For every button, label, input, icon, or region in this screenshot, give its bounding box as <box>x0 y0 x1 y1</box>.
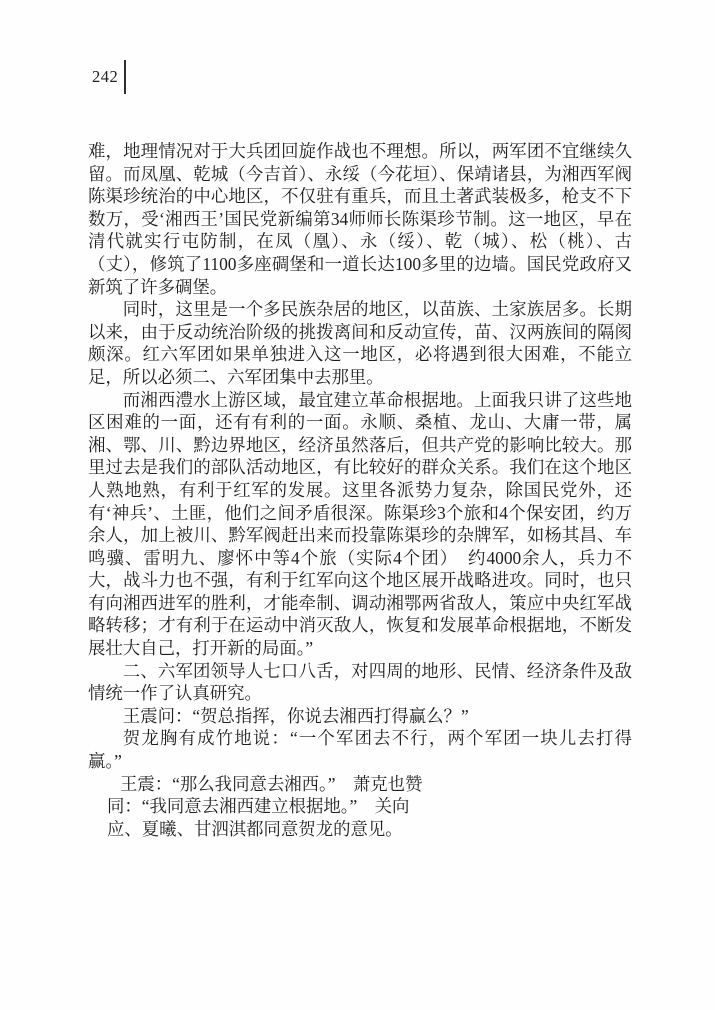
folio-divider-bar <box>124 60 126 94</box>
paragraph-dialogue: 王震问：“贺总指挥，你说去湘西打得赢么？” <box>122 705 469 726</box>
paragraph: 二、六军团领导人七口八舌，对四周的地形、民情、经济条件及敌情统一作了认真研究。 <box>88 660 632 704</box>
paragraph: 而湘西澧水上游区域，最宜建立革命根据地。上面我只讲了这些地区困难的一面，还有有利的一面。永顺、桑植、龙山、大庸一带，属湘、鄂、川、黔边界地区，经济虽然落后，但共产党的影响比较大。那里过去是我们的部队活动地区，有比较好的群众关系。我们在这个地区人熟地熟，有利于红军的发展。这里各派势力复杂，除国民党外，还有‘神兵’、土匪，他们之间矛盾很深。陈渠珍3个旅和4个保安团，约万余人，加上被川、黔军阀赶出来而投靠陈渠珍的杂牌军，如杨其昌、车鸣骥、雷明九、廖怀中等4个旅（实际4个团） 约4000余人，兵力不大，战斗力也不强，有利于红军向这个地区展开战略进攻。同时，也只有向湘西进军的胜利，才能牵制、调动湘鄂两省敌人，策应中央红军战略转移；才有利于在运动中消灭敌人，恢复和发展革命根据地，不断发展壮大自己，打开新的局面。” <box>88 389 632 659</box>
narrow-line: 应、夏曦、甘泗淇都同意贺龙的意见。 <box>107 818 403 839</box>
body-text-column <box>88 140 632 840</box>
page-number: 242 <box>92 67 119 86</box>
narrow-line: 王震：“那么我同意去湘西。” 萧克也赞 <box>120 773 423 794</box>
paragraph: 同时，这里是一个多民族杂居的地区，以苗族、土家族居多。长期以来，由于反动统治阶级的挑拨离间和反动宣传，苗、汉两族间的隔阂颇深。红六军团如果单独进入这一地区，必将遇到很大困难，不能立足，所以必须二、六军团集中去那里。 <box>88 299 632 387</box>
folio-header <box>92 60 136 94</box>
paragraph-dialogue: 贺龙胸有成竹地说：“一个军团去不行，两个军团一块儿去打得赢。” <box>88 728 632 772</box>
paragraph-continuation: 难，地理情况对于大兵团回旋作战也不理想。所以，两军团不宜继续久留。而凤凰、乾城（今吉首）、永绥（今花垣）、保靖诸县，为湘西军阀陈渠珍统治的中心地区，不仅驻有重兵，而且土著武装极多，枪支不下数万，受‘湘西王’国民党新编第34师师长陈渠珍节制。这一地区，早在清代就实行屯防制，在凤（凰）、永（绥）、乾（城）、松（桃）、古（丈），修筑了1100多座碉堡和一道长达100多里的边墙。国民党政府又新筑了许多碉堡。 <box>88 141 632 297</box>
paragraph-narrow-wrapped <box>88 773 632 841</box>
narrow-line: 同：“我同意去湘西建立根据地。” 关向 <box>107 796 410 817</box>
